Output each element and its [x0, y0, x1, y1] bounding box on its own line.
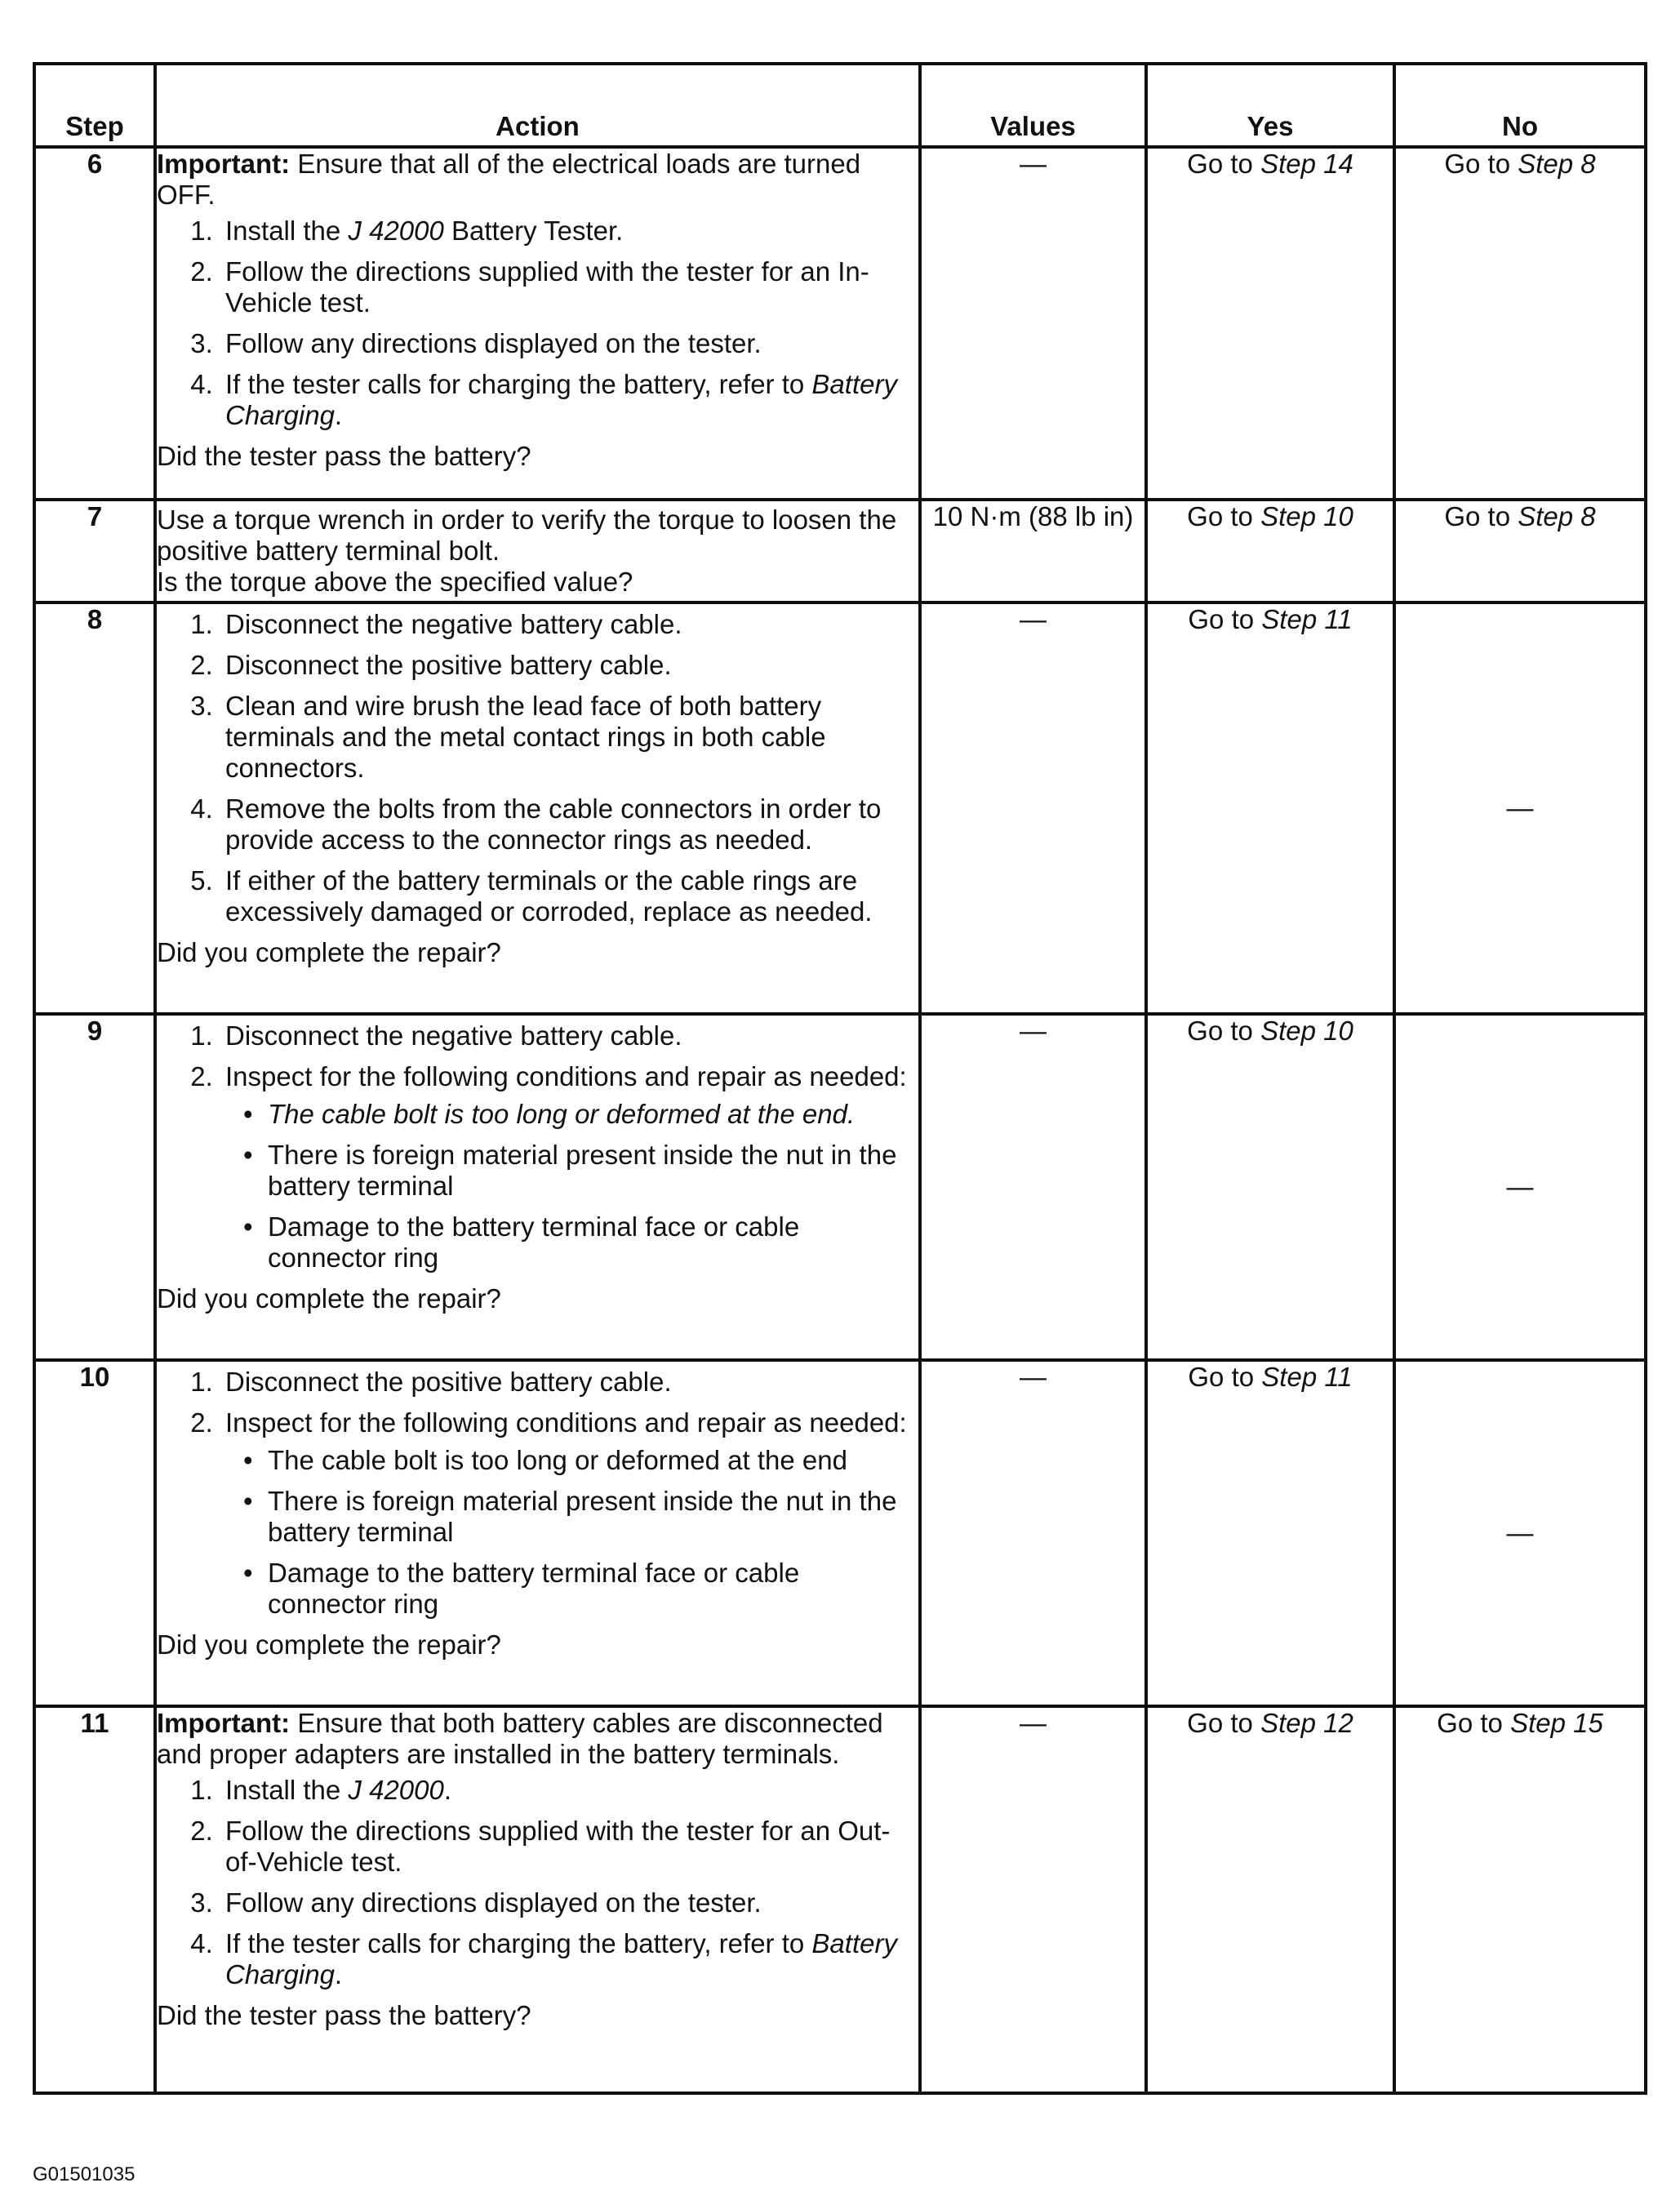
step-number: 7	[34, 500, 155, 602]
condition-item: • There is foreign material present inside the nut in the battery terminal	[268, 1486, 918, 1548]
header-no: No	[1394, 64, 1646, 147]
list-item: 2. Inspect for the following conditions and repair as needed: • The cable bolt is too long or deformed at the end. • There is foreign material present inside the nut in the battery terminal • Damage to the battery terminal face or cable connector ring	[220, 1061, 918, 1274]
action-cell	[155, 602, 920, 1014]
header-values: Values	[920, 64, 1146, 147]
list-item: 4. If the tester calls for charging the battery, refer to Battery Charging.	[220, 369, 918, 431]
header-action: Action	[155, 64, 920, 147]
action-cell	[155, 500, 920, 602]
value-cell: —	[920, 1360, 1146, 1706]
action-list	[157, 216, 918, 431]
question: Is the torque above the specified value?	[157, 567, 633, 597]
value-cell: —	[920, 1706, 1146, 2093]
procedure-reference: Battery Charging	[225, 1928, 897, 1989]
condition-item: • Damage to the battery terminal face or cable connector ring	[268, 1558, 918, 1620]
no-cell: Go to Step 8	[1394, 500, 1646, 602]
question: Did the tester pass the battery?	[157, 441, 531, 471]
question: Did the tester pass the battery?	[157, 2000, 531, 2030]
value-cell: 10 N·m (88 lb in)	[920, 500, 1146, 602]
action-list	[157, 609, 918, 927]
yes-cell: Go to Step 11	[1146, 602, 1394, 1014]
list-item: 1. Disconnect the negative battery cable.	[220, 609, 918, 640]
header-yes: Yes	[1146, 64, 1394, 147]
condition-item: • The cable bolt is too long or deformed at the end.	[268, 1099, 918, 1130]
question: Did you complete the repair?	[157, 1283, 501, 1314]
action-cell	[155, 1706, 920, 2093]
important-note	[157, 149, 918, 211]
condition-item: • There is foreign material present inside the nut in the battery terminal	[268, 1140, 918, 1202]
action-cell	[155, 1360, 920, 1706]
header-step: Step	[34, 64, 155, 147]
step-number: 6	[34, 147, 155, 500]
value-cell: —	[920, 602, 1146, 1014]
list-item: 4. Remove the bolts from the cable connectors in order to provide access to the connector rings as needed.	[220, 794, 918, 856]
tool-reference: J 42000	[348, 216, 444, 246]
important-text: Ensure that all of the electrical loads are turned OFF.	[157, 149, 861, 210]
action-list	[157, 1020, 918, 1274]
action-cell	[155, 1014, 920, 1360]
condition-item: • The cable bolt is too long or deformed at the end	[268, 1445, 918, 1476]
condition-list	[225, 1099, 918, 1274]
question: Did you complete the repair?	[157, 937, 501, 967]
table-row-step-9	[34, 1014, 1646, 1360]
important-note	[157, 1708, 918, 1770]
step-number: 10	[34, 1360, 155, 1706]
action-list	[157, 1367, 918, 1620]
yes-step-link[interactable]: Step 12	[1260, 1708, 1353, 1738]
important-label: Important:	[157, 1708, 291, 1738]
no-cell: —	[1394, 602, 1646, 1014]
yes-cell: Go to Step 10	[1146, 500, 1394, 602]
yes-step-link[interactable]: Step 14	[1260, 149, 1353, 179]
list-item: 1. Install the J 42000 Battery Tester.	[220, 216, 918, 247]
value-cell: —	[920, 1014, 1146, 1360]
list-item: 2. Disconnect the positive battery cable.	[220, 650, 918, 681]
no-cell: —	[1394, 1360, 1646, 1706]
yes-cell: Go to Step 10	[1146, 1014, 1394, 1360]
table-row-step-6	[34, 147, 1646, 500]
step-number: 11	[34, 1706, 155, 2093]
action-list	[157, 1775, 918, 1990]
list-item: 5. If either of the battery terminals or the cable rings are excessively damaged or corroded, replace as needed.	[220, 865, 918, 927]
diagnostic-steps-table	[33, 62, 1647, 2095]
tool-reference: J 42000	[348, 1775, 444, 1805]
yes-step-link[interactable]: Step 11	[1261, 604, 1353, 634]
action-text: Use a torque wrench in order to verify the torque to loosen the positive battery terminal bolt.	[157, 505, 897, 566]
header-row	[34, 64, 1646, 147]
no-step-link[interactable]: Step 8	[1518, 501, 1596, 531]
yes-cell: Go to Step 14	[1146, 147, 1394, 500]
no-step-link[interactable]: Step 8	[1518, 149, 1596, 179]
table-row-step-7	[34, 500, 1646, 602]
list-item: 1. Install the J 42000.	[220, 1775, 918, 1806]
yes-step-link[interactable]: Step 10	[1260, 1016, 1353, 1046]
list-item: 4. If the tester calls for charging the battery, refer to Battery Charging.	[220, 1928, 918, 1990]
table-row-step-10	[34, 1360, 1646, 1706]
action-cell	[155, 147, 920, 500]
list-item: 3. Clean and wire brush the lead face of both battery terminals and the metal contact rings in both cable connectors.	[220, 691, 918, 784]
no-step-link[interactable]: Step 15	[1510, 1708, 1603, 1738]
yes-cell: Go to Step 12	[1146, 1706, 1394, 2093]
list-item: 3. Follow any directions displayed on the tester.	[220, 1887, 918, 1918]
yes-cell: Go to Step 11	[1146, 1360, 1394, 1706]
condition-list	[225, 1445, 918, 1620]
step-number: 8	[34, 602, 155, 1014]
question: Did you complete the repair?	[157, 1629, 501, 1660]
no-cell: Go to Step 8	[1394, 147, 1646, 500]
important-label: Important:	[157, 149, 291, 179]
condition-item: • Damage to the battery terminal face or cable connector ring	[268, 1211, 918, 1274]
step-number: 9	[34, 1014, 155, 1360]
no-cell: —	[1394, 1014, 1646, 1360]
list-item: 3. Follow any directions displayed on the tester.	[220, 328, 918, 359]
table-row-step-11	[34, 1706, 1646, 2093]
list-item: 2. Follow the directions supplied with the tester for an Out-of-Vehicle test.	[220, 1816, 918, 1878]
no-cell: Go to Step 15	[1394, 1706, 1646, 2093]
list-item: 1. Disconnect the negative battery cable.	[220, 1020, 918, 1051]
value-cell: —	[920, 147, 1146, 500]
yes-step-link[interactable]: Step 10	[1260, 501, 1353, 531]
table-row-step-8	[34, 602, 1646, 1014]
important-text: Ensure that both battery cables are disconnected and proper adapters are installed in the battery terminals.	[157, 1708, 883, 1769]
list-item: 2. Follow the directions supplied with the tester for an In-Vehicle test.	[220, 256, 918, 318]
yes-step-link[interactable]: Step 11	[1261, 1362, 1353, 1392]
figure-id: G01501035	[33, 2163, 136, 2185]
list-item: 2. Inspect for the following conditions and repair as needed: • The cable bolt is too long or deformed at the end • There is foreign material present inside the nut in the battery terminal • Damage to the battery terminal face or cable connector ring	[220, 1407, 918, 1620]
list-item: 1. Disconnect the positive battery cable.	[220, 1367, 918, 1398]
procedure-reference: Battery Charging	[225, 369, 897, 430]
